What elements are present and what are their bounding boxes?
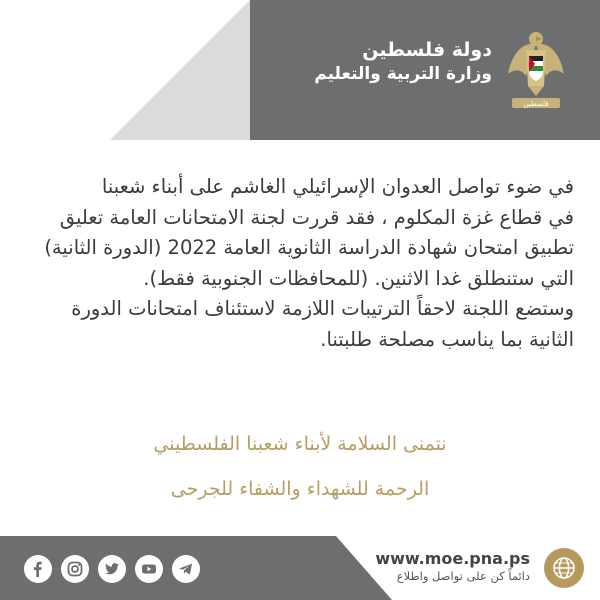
announcement-text (26, 172, 574, 355)
globe-icon (544, 548, 584, 588)
social-links (24, 555, 200, 583)
twitter-icon[interactable] (98, 555, 126, 583)
announcement-line: تطبيق امتحان شهادة الدراسة الثانوية العامة 2022 (الدورة الثانية) (44, 236, 574, 259)
ministry-name: وزارة التربية والتعليم (314, 64, 492, 84)
emblem-label: فلسطين (523, 100, 549, 108)
website-info (375, 549, 530, 583)
organization-name (314, 38, 492, 86)
website-slogan: دائماً كن على تواصل واطلاع (396, 569, 530, 583)
palestine-eagle-emblem-icon (504, 26, 568, 112)
wish-line-mercy: الرحمة للشهداء والشفاء للجرحى (170, 478, 430, 500)
instagram-icon[interactable] (61, 555, 89, 583)
telegram-icon[interactable] (172, 555, 200, 583)
youtube-icon[interactable] (135, 555, 163, 583)
announcement-line: في ضوء تواصل العدوان الإسرائيلي الغاشم على أبناء شعبنا (101, 175, 574, 198)
announcement-line: في قطاع غزة المكلوم ، فقد قررت لجنة الامتحانات العامة تعليق (59, 205, 574, 229)
announcement-line: الثانية بما يناسب مصلحة طلبتنا. (320, 327, 574, 351)
website-url[interactable]: www.moe.pna.ps (375, 549, 530, 568)
wish-line-safety: نتمنى السلامة لأبناء شعبنا الفلسطيني (153, 433, 447, 455)
announcement-line: وستضع اللجنة لاحقاً الترتيبات اللازمة لاستئناف امتحانات الدورة (71, 297, 574, 320)
state-name: دولة فلسطين (362, 39, 492, 61)
announcement-line: التي ستنطلق غدا الاثنين. (للمحافظات الجنوبية فقط). (143, 266, 574, 290)
facebook-icon[interactable] (24, 555, 52, 583)
